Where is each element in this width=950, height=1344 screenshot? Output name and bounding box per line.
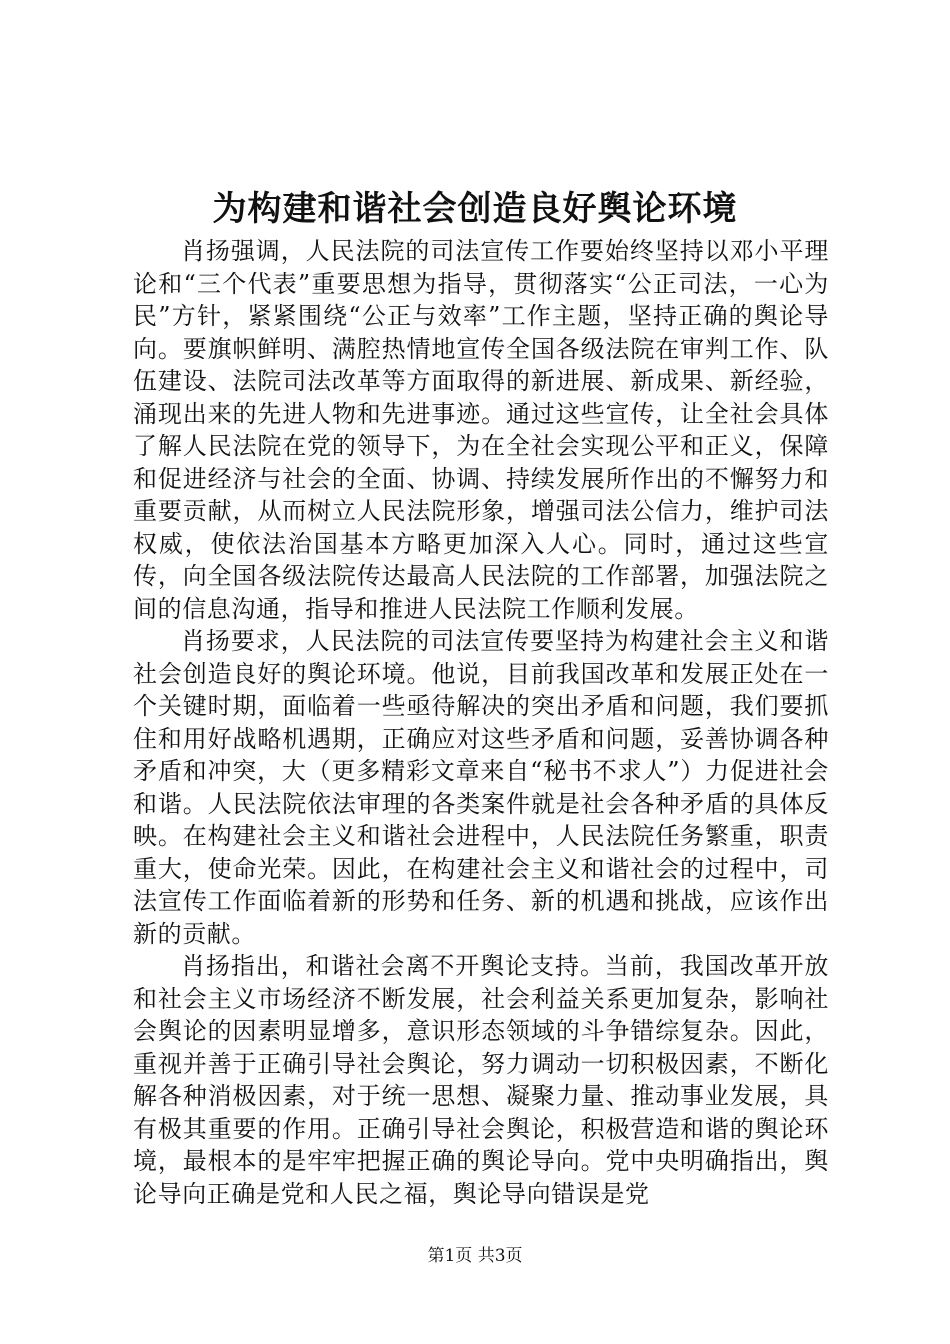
page-number-footer: 第1页 共3页 — [427, 1246, 523, 1266]
paragraph-1: 肖扬强调，人民法院的司法宣传工作要始终坚持以邓小平理论和“三个代表”重要思想为指导，贯彻落实“公正司法，一心为民”方针，紧紧围绕“公正与效率”工作主题，坚持正确的舆论导向。要旗帜鲜明、满腔热情地宣传全国各级法院在审判工作、队伍建设、法院司法改革等方面取得的新进展、新成果、新经验，涌现出来的先进人物和先进事迹。通过这些宣传，让全社会具体了解人民法院在党的领导下，为在全社会实现公平和正义，保障和促进经济与社会的全面、协调、持续发展所作出的不懈努力和重要贡献，从而树立人民法院形象，增强司法公信力，维护司法权威，使依法治国基本方略更加深入人心。同时，通过这些宣传，向全国各级法院传达最高人民法院的工作部署，加强法院之间的信息沟通，指导和推进人民法院工作顺利发展。 — [133, 237, 829, 623]
paragraph-2: 肖扬要求，人民法院的司法宣传要坚持为构建社会主义和谐社会创造良好的舆论环境。他说，目前我国改革和发展正处在一个关键时期，面临着一些亟待解决的突出矛盾和问题，我们要抓住和用好战略机遇期，正确应对这些矛盾和问题，妥善协调各种矛盾和冲突，大（更多精彩文章来自“秘书不求人”）力促进社会和谐。人民法院依法审理的各类案件就是社会各种矛盾的具体反映。在构建社会主义和谐社会进程中，人民法院任务繁重，职责重大，使命光荣。因此，在构建社会主义和谐社会的过程中，司法宣传工作面临着新的形势和任务、新的机遇和挑战，应该作出新的贡献。 — [133, 627, 829, 948]
document-title: 为构建和谐社会创造良好舆论环境 — [212, 189, 738, 229]
paragraph-3: 肖扬指出，和谐社会离不开舆论支持。当前，我国改革开放和社会主义市场经济不断发展，社会利益关系更加复杂，影响社会舆论的因素明显增多，意识形态领域的斗争错综复杂。因此，重视并善于正确引导社会舆论，努力调动一切积极因素，不断化解各种消极因素，对于统一思想、凝聚力量、推动事业发展，具有极其重要的作用。正确引导社会舆论，积极营造和谐的舆论环境，最根本的是牢牢把握正确的舆论导向。党中央明确指出，舆论导向正确是党和人民之福，舆论导向错误是党 — [133, 952, 829, 1208]
document-body — [133, 235, 829, 1210]
